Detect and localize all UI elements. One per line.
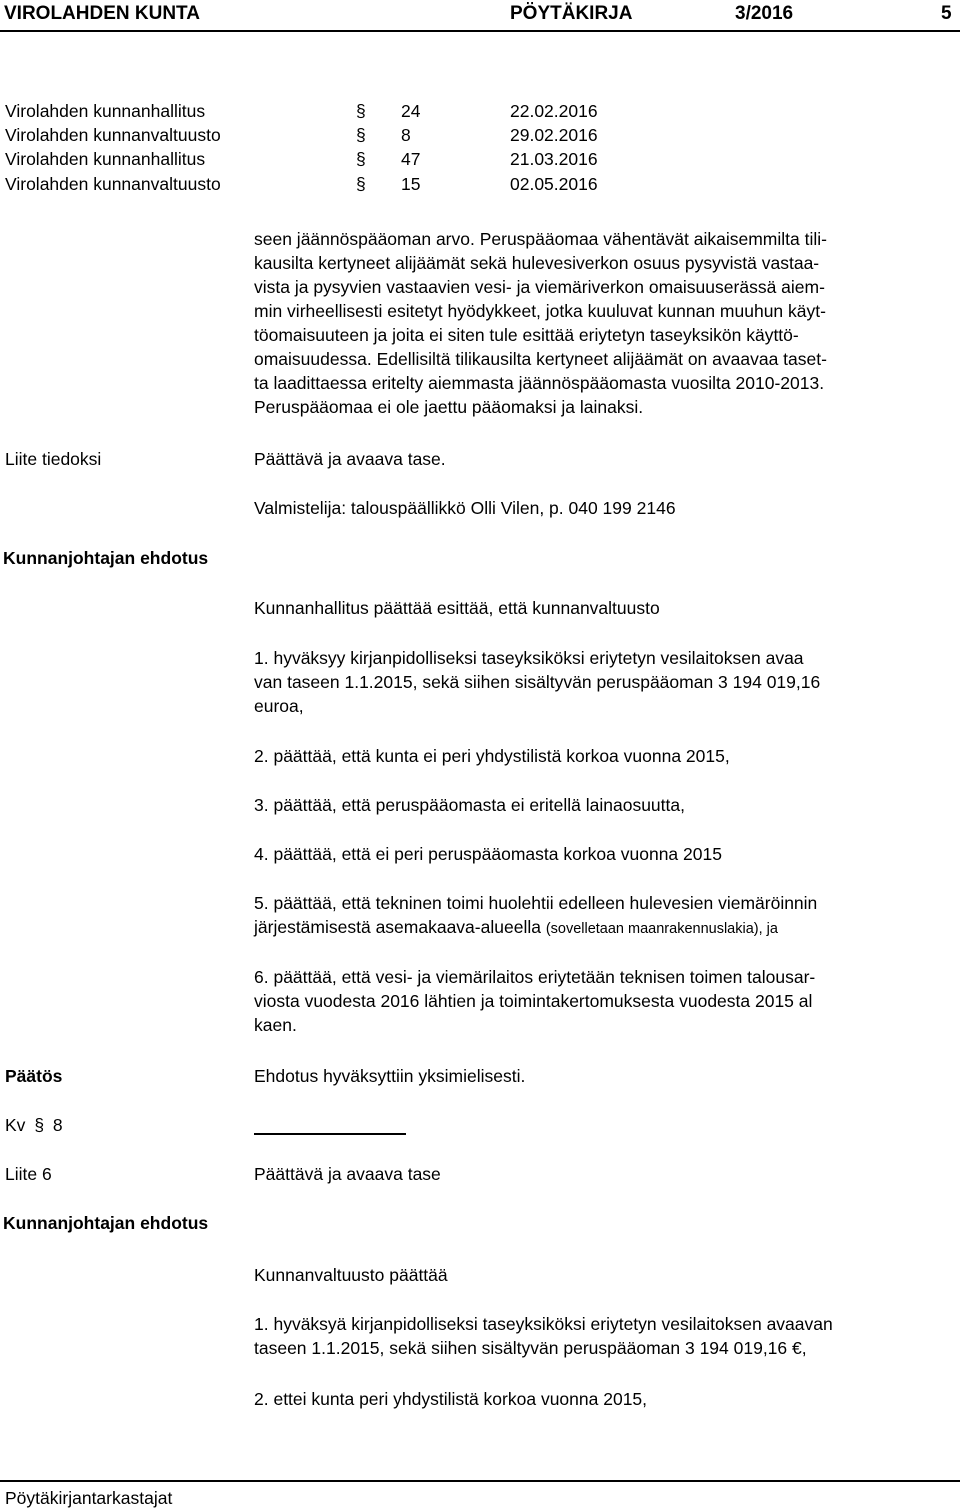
council-number: 8 [52, 1115, 63, 1135]
separator-line [254, 1133, 406, 1135]
proposal-item-4: 4. päättää, että ei peri peruspääomasta korkoa vuonna 2015 [254, 844, 722, 864]
item-line: 6. päättää, että vesi- ja viemärilaitos eriytetään teknisen toimen talousar- [254, 967, 816, 987]
proposal2-heading: Kunnanjohtajan ehdotus [3, 1213, 209, 1233]
proposal-item-2: 2. päättää, että kunta ei peri yhdystilistä korkoa vuonna 2015, [254, 746, 730, 766]
proposal-item-1 [254, 646, 954, 718]
item-line: euroa, [254, 696, 304, 716]
item-line: 5. päättää, että tekninen toimi huolehtii edelleen hulevesien viemäröinnin [254, 893, 818, 913]
session-number: 8 [401, 125, 411, 145]
council-prefix: Kv [5, 1115, 26, 1135]
section-symbol: § [356, 101, 366, 121]
session-body: Virolahden kunnanvaltuusto [5, 125, 221, 145]
intro-paragraph [254, 227, 954, 419]
session-number: 15 [401, 174, 421, 194]
footer-label: Pöytäkirjantarkastajat [5, 1488, 173, 1508]
item-line: kaen. [254, 1015, 297, 1035]
item-line: viosta vuodesta 2016 lähtien ja toimintakertomuksesta vuodesta 2015 al [254, 991, 813, 1011]
proposal2-item-2: 2. ettei kunta peri yhdystilistä korkoa vuonna 2015, [254, 1389, 648, 1409]
attachment-label: Liite tiedoksi [5, 449, 102, 469]
attachment-text: Päättävä ja avaava tase. [254, 449, 446, 469]
session-date: 22.02.2016 [510, 101, 598, 121]
proposal-heading: Kunnanjohtajan ehdotus [3, 548, 209, 568]
attachment2-text: Päättävä ja avaava tase [254, 1164, 441, 1184]
session-date: 02.05.2016 [510, 174, 598, 194]
attachment2-label: Liite 6 [5, 1164, 52, 1184]
session-body: Virolahden kunnanhallitus [5, 101, 206, 121]
paragraph-line: omaisuudessa. Edellisiltä tilikausilta kertyneet alijäämät on avaavaa taset- [254, 349, 827, 369]
proposal-item-6 [254, 965, 954, 1037]
item-line: 1. hyväksyä kirjanpidolliseksi taseyksiköksi eriytetyn vesilaitoksen avaavan [254, 1314, 833, 1334]
paragraph-line: kausilta kertyneet alijäämät sekä hulevesiverkon osuus pysyvistä vastaa- [254, 253, 820, 273]
session-body: Virolahden kunnanhallitus [5, 149, 206, 169]
section-symbol: § [34, 1115, 45, 1135]
section-symbol: § [356, 125, 366, 145]
page-number: 5 [941, 3, 952, 24]
session-date: 21.03.2016 [510, 149, 598, 169]
item-line: 1. hyväksyy kirjanpidolliseksi taseyksiköksi eriytetyn vesilaitoksen avaa [254, 648, 804, 668]
proposal-item-3: 3. päättää, että peruspääomasta ei eritellä lainaosuutta, [254, 795, 685, 815]
decision-heading: Päätös [5, 1066, 63, 1086]
paragraph-line: min virheellisesti esitetyt hyödykkeet, jotka kuuluvat kunnan muuhun käyt- [254, 301, 826, 321]
paragraph-line: Peruspääomaa ei ole jaettu pääomaksi ja lainaksi. [254, 397, 644, 417]
item-text: järjestämisestä asemakaava-alueella [254, 917, 546, 937]
paragraph-line: töomaisuuteen ja joita ei siten tule esittää eriytetyn taseyksikön käyttö- [254, 325, 799, 345]
proposal-intro: Kunnanhallitus päättää esittää, että kunnanvaltuusto [254, 598, 660, 618]
session-number: 47 [401, 149, 421, 169]
paragraph-line: seen jäännöspääoman arvo. Peruspääomaa vähentävät aikaisemmilta tili- [254, 229, 827, 249]
decision-text: Ehdotus hyväksyttiin yksimielisesti. [254, 1066, 526, 1086]
proposal2-intro: Kunnanvaltuusto päättää [254, 1265, 448, 1285]
item-line [254, 915, 954, 941]
proposal-item-5 [254, 891, 954, 941]
item-line: taseen 1.1.2015, sekä siihen sisältyvän peruspääoman 3 194 019,16 €, [254, 1338, 807, 1358]
section-symbol: § [356, 149, 366, 169]
section-symbol: § [356, 174, 366, 194]
council-reference [5, 1113, 63, 1137]
proposal2-item-1 [254, 1312, 954, 1360]
paragraph-line: ta laadittaessa eritelty aiemmasta jäännöspääomasta vuosilta 2010-2013. [254, 373, 825, 393]
paragraph-line: vista ja pysyvien vastaavien vesi- ja viemäriverkon omaisuuserässä aiem- [254, 277, 825, 297]
session-date: 29.02.2016 [510, 125, 598, 145]
item-note: (sovelletaan maanrakennuslakia), ja [545, 921, 778, 937]
issue-number: 3/2016 [735, 3, 794, 24]
organization-name: VIROLAHDEN KUNTA [4, 3, 200, 24]
document-type: PÖYTÄKIRJA [510, 3, 633, 24]
preparer-info: Valmistelija: talouspäällikkö Olli Vilen, p. 040 199 2146 [254, 498, 676, 518]
header-rule [0, 30, 960, 32]
footer-rule [0, 1480, 960, 1482]
session-body: Virolahden kunnanvaltuusto [5, 174, 221, 194]
item-line: van taseen 1.1.2015, sekä siihen sisältyvän peruspääoman 3 194 019,16 [254, 672, 821, 692]
session-number: 24 [401, 101, 421, 121]
